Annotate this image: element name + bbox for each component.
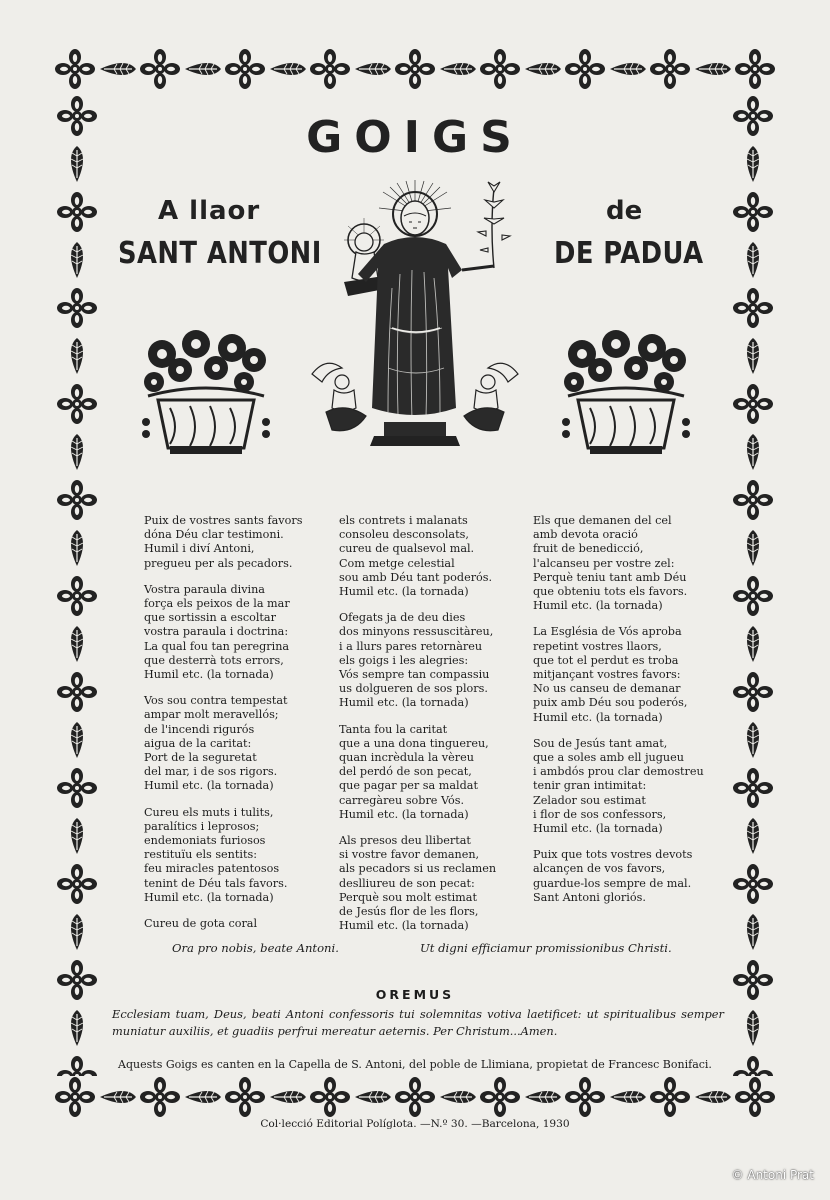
heading-sant-antoni: SANT ANTONI: [118, 236, 322, 271]
border-flower-ornament: [309, 49, 351, 93]
verse-line: Perquè teniu tant amb Déu: [533, 570, 687, 584]
border-flower-ornament: [733, 382, 773, 430]
verse-line: Humil etc. (la tornada): [339, 696, 469, 710]
heading-a-llaor: A llaor: [158, 196, 261, 226]
verse-stanza: [144, 917, 344, 931]
border-flower-ornament: [734, 49, 776, 93]
border-flower-ornament: [733, 574, 773, 622]
border-flower-ornament: [479, 49, 521, 93]
verse-line: La Església de Vós aproba: [533, 625, 682, 639]
verse-line: Puix que tots vostres devots: [533, 848, 693, 862]
border-flower-ornament: [54, 49, 96, 93]
ora-pro-nobis: Ora pro nobis, beate Antoni.: [172, 941, 339, 955]
border-flower-ornament: [733, 670, 773, 718]
verse-line: que desterrà tots errors,: [144, 653, 284, 667]
verse-line: Humil etc. (la tornada): [144, 890, 274, 904]
verse-line: Cureu els muts i tulits,: [144, 805, 274, 819]
verse-line: Ofegats ja de deu dies: [339, 611, 466, 625]
border-leaf-ornament: [733, 622, 773, 670]
verse-line: endemoniats furiosos: [144, 834, 266, 848]
border-flower-ornament: [57, 478, 97, 526]
border-flower-ornament: [139, 1077, 181, 1121]
verse-line: Zelador sou estimat: [533, 793, 646, 807]
verse-line: fruit de benedicció,: [533, 542, 644, 556]
verse-line: Humil etc. (la tornada): [144, 779, 274, 793]
verse-line: vostra paraula i doctrina:: [144, 625, 289, 639]
verse-line: quan incrèdula la vèreu: [339, 751, 474, 765]
verse-line: de l'incendi rigurós: [144, 722, 255, 736]
border-leaf-ornament: [733, 910, 773, 958]
verse-line: que a soles amb ell jugueu: [533, 751, 684, 765]
flower-vase-left-woodcut: [140, 330, 272, 458]
verse-line: paralítics i leprosos;: [144, 819, 260, 833]
verse-line: del mar, i de sos rigors.: [144, 765, 278, 779]
verse-line: carregàreu sobre Vós.: [339, 793, 465, 807]
border-flower-ornament: [139, 49, 181, 93]
border-flower-ornament: [309, 1077, 351, 1121]
border-leaf-ornament: [267, 1077, 309, 1121]
verse-line: alcançen de vos favors,: [533, 862, 666, 876]
verse-line: els goigs i les alegries:: [339, 653, 469, 667]
document-title: GOIGS: [306, 112, 524, 163]
border-leaf-ornament: [607, 49, 649, 93]
border-flower-ornament: [224, 1077, 266, 1121]
verse-line: aigua de la caritat:: [144, 736, 252, 750]
border-flower-ornament: [224, 49, 266, 93]
verse-line: als pecadors si us reclamen: [339, 862, 497, 876]
verse-line: l'alcanseu per vostre zel:: [533, 556, 675, 570]
verse-line: puix amb Déu sou poderós,: [533, 696, 688, 710]
verse-line: Puix de vostres sants favors: [144, 514, 303, 527]
floral-border-top: [54, 48, 776, 94]
border-flower-ornament: [57, 286, 97, 334]
verse-stanza: [144, 694, 344, 793]
verse-line: que tot el perdut es troba: [533, 653, 679, 667]
border-leaf-ornament: [733, 814, 773, 862]
verse-stanza: [339, 611, 539, 710]
oremus-prayer: Ecclesiam tuam, Deus, beati Antoni confessoris tui solemnitas votiva laetificet: ut spiritualibus semper muniatur auxiliis, et guadiis perfrui mereatur aeternis. Per Christum...Amen.: [112, 1007, 724, 1038]
verse-stanza: [339, 834, 539, 933]
verse-line: repetint vostres llaors,: [533, 639, 662, 653]
verse-stanza: [339, 514, 539, 599]
border-leaf-ornament: [57, 526, 97, 574]
verse-line: Humil etc. (la tornada): [339, 585, 469, 599]
verse-line: Port de la seguretat: [144, 751, 257, 765]
heading-de: de: [606, 196, 643, 226]
publisher-footer: Col·lecció Editorial Políglota. —N.º 30. —Barcelona, 1930: [260, 1118, 570, 1130]
verse-stanza: [339, 723, 539, 822]
border-flower-ornament: [57, 862, 97, 910]
border-leaf-ornament: [437, 1077, 479, 1121]
verse-line: Humil etc. (la tornada): [339, 919, 469, 933]
verse-stanza: [144, 583, 344, 682]
verse-line: i flor de sos confessors,: [533, 807, 667, 821]
verse-line: us dolgueren de sos plors.: [339, 682, 488, 696]
border-leaf-ornament: [522, 1077, 564, 1121]
border-leaf-ornament: [733, 238, 773, 286]
verse-line: pregueu per als pecadors.: [144, 556, 293, 570]
verse-line: La qual fou tan peregrina: [144, 639, 290, 653]
verse-line: Sou de Jesús tant amat,: [533, 736, 668, 750]
verse-stanza: [144, 514, 344, 571]
ut-digni: Ut digni efficiamur promissionibus Christi.: [420, 941, 672, 955]
border-flower-ornament: [564, 1077, 606, 1121]
border-leaf-ornament: [607, 1077, 649, 1121]
border-leaf-ornament: [733, 526, 773, 574]
verse-line: que pagar per sa maldat: [339, 779, 478, 793]
copyright-watermark: © Antoni Prat: [731, 1168, 814, 1182]
verse-line: els contrets i malanats: [339, 514, 468, 527]
oremus-heading: OREMUS: [375, 987, 455, 1002]
verse-line: si vostre favor demanen,: [339, 848, 480, 862]
verse-line: que sortissin a escoltar: [144, 611, 276, 625]
border-leaf-ornament: [352, 49, 394, 93]
border-leaf-ornament: [733, 1006, 773, 1054]
border-flower-ornament: [649, 49, 691, 93]
border-leaf-ornament: [57, 1006, 97, 1054]
verse-stanza: [533, 625, 713, 724]
border-leaf-ornament: [182, 49, 224, 93]
verse-line: No us canseu de demanar: [533, 682, 681, 696]
verse-line: Els que demanen del cel: [533, 514, 672, 527]
heading-de-padua: DE PADUA: [554, 236, 704, 271]
floral-border-left: [54, 94, 100, 1076]
verse-line: dos minyons ressuscitàreu,: [339, 625, 494, 639]
verse-stanza: [144, 806, 344, 905]
verse-column-2: [339, 514, 539, 945]
verse-line: sou amb Déu tant poderós.: [339, 570, 493, 584]
verse-line: tenir gran intimitat:: [533, 779, 647, 793]
border-leaf-ornament: [692, 1077, 734, 1121]
border-leaf-ornament: [57, 238, 97, 286]
border-leaf-ornament: [57, 622, 97, 670]
verse-line: mitjançant vostres favors:: [533, 668, 681, 682]
verse-line: Humil etc. (la tornada): [533, 710, 663, 724]
border-flower-ornament: [649, 1077, 691, 1121]
border-flower-ornament: [57, 766, 97, 814]
verse-line: i a llurs pares retornàreu: [339, 639, 483, 653]
verse-line: Humil etc. (la tornada): [144, 668, 274, 682]
verse-column-1: [144, 514, 344, 943]
verse-line: que a una dona tinguereu,: [339, 736, 489, 750]
verse-column-3: [533, 514, 713, 917]
border-flower-ornament: [479, 1077, 521, 1121]
border-leaf-ornament: [182, 1077, 224, 1121]
verse-line: Tanta fou la caritat: [339, 722, 448, 736]
border-leaf-ornament: [57, 430, 97, 478]
verse-line: Humil i diví Antoni,: [144, 542, 255, 556]
verse-line: que obteniu tots els favors.: [533, 585, 688, 599]
border-flower-ornament: [57, 670, 97, 718]
border-leaf-ornament: [57, 334, 97, 382]
verse-line: cureu de qualsevol mal.: [339, 542, 475, 556]
border-leaf-ornament: [437, 49, 479, 93]
verse-line: Humil etc. (la tornada): [533, 822, 663, 836]
verse-line: deslliureu de son pecat:: [339, 876, 475, 890]
border-leaf-ornament: [97, 1077, 139, 1121]
verse-line: guardue-los sempre de mal.: [533, 876, 692, 890]
verse-line: ampar molt meravellós;: [144, 708, 279, 722]
floral-border-bottom: [54, 1076, 776, 1122]
verse-line: Cureu de gota coral: [144, 917, 258, 931]
border-leaf-ornament: [57, 910, 97, 958]
verse-line: Vós sempre tan compassiu: [339, 668, 490, 682]
border-leaf-ornament: [57, 718, 97, 766]
border-leaf-ornament: [522, 49, 564, 93]
verse-line: restituïu els sentits:: [144, 848, 257, 862]
verse-line: Humil etc. (la tornada): [533, 599, 663, 613]
verse-line: de Jesús flor de les flors,: [339, 905, 479, 919]
border-leaf-ornament: [733, 718, 773, 766]
border-flower-ornament: [57, 190, 97, 238]
floral-border-right: [730, 94, 776, 1076]
border-flower-ornament: [394, 49, 436, 93]
border-leaf-ornament: [733, 334, 773, 382]
verse-line: Humil etc. (la tornada): [339, 807, 469, 821]
chapel-note: Aquests Goigs es canten en la Capella de S. Antoni, del poble de Llimiana, propietat de Francesc Bonifaci.: [118, 1058, 712, 1071]
verse-line: consoleu desconsolats,: [339, 528, 469, 542]
verse-line: Vos sou contra tempestat: [144, 694, 288, 708]
verse-stanza: [533, 514, 713, 613]
verse-line: amb devota oració: [533, 528, 638, 542]
border-flower-ornament: [564, 49, 606, 93]
verse-line: Perquè sou molt estimat: [339, 890, 477, 904]
border-flower-ornament: [57, 382, 97, 430]
border-flower-ornament: [734, 1077, 776, 1121]
flower-vase-right-woodcut: [560, 330, 692, 458]
border-flower-ornament: [733, 190, 773, 238]
border-leaf-ornament: [352, 1077, 394, 1121]
saint-anthony-woodcut: [308, 178, 522, 450]
border-flower-ornament: [733, 478, 773, 526]
border-flower-ornament: [54, 1077, 96, 1121]
verse-line: del perdó de son pecat,: [339, 765, 472, 779]
verse-line: dóna Déu clar testimoni.: [144, 528, 284, 542]
border-flower-ornament: [733, 286, 773, 334]
verse-line: tenint de Déu tals favors.: [144, 876, 288, 890]
verse-line: feu miracles patentosos: [144, 862, 280, 876]
verse-stanza: [533, 737, 713, 836]
border-leaf-ornament: [267, 49, 309, 93]
verse-line: Com metge celestial: [339, 556, 455, 570]
border-flower-ornament: [733, 862, 773, 910]
border-leaf-ornament: [97, 49, 139, 93]
border-leaf-ornament: [692, 49, 734, 93]
verse-line: Als presos deu llibertat: [339, 834, 471, 848]
verse-line: força els peixos de la mar: [144, 597, 290, 611]
verse-line: Vostra paraula divina: [144, 582, 265, 596]
verse-stanza: [533, 848, 713, 905]
border-leaf-ornament: [733, 430, 773, 478]
border-flower-ornament: [733, 766, 773, 814]
border-flower-ornament: [57, 574, 97, 622]
border-flower-ornament: [394, 1077, 436, 1121]
verse-line: i ambdós prou clar demostreu: [533, 765, 704, 779]
verse-line: Sant Antoni gloriós.: [533, 890, 646, 904]
border-leaf-ornament: [57, 814, 97, 862]
